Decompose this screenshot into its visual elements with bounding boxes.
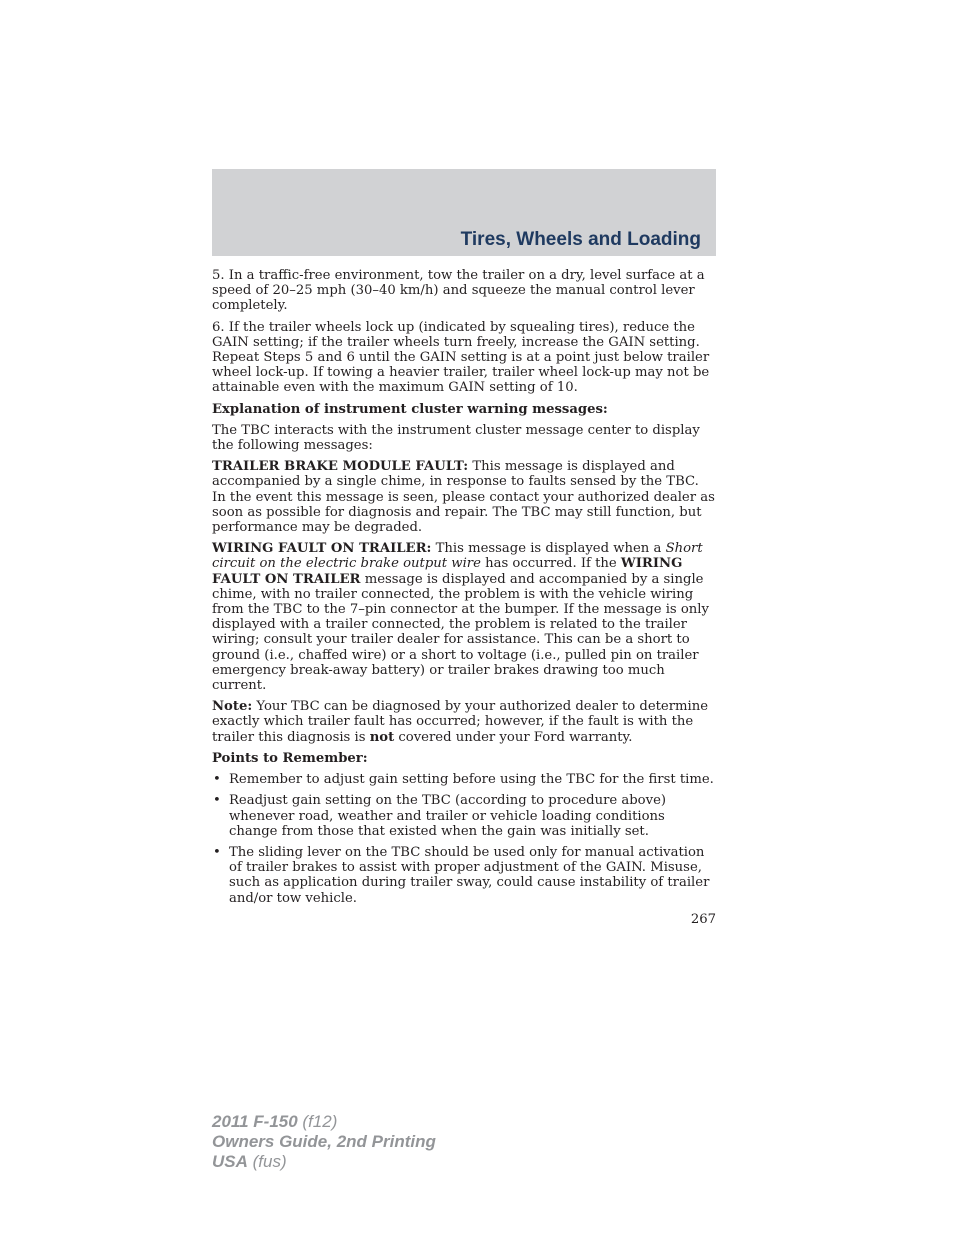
wiring-fault-text-1: This message is displayed when a bbox=[431, 541, 666, 557]
bullet-glyph: • bbox=[213, 772, 221, 788]
step-6-paragraph: 6. If the trailer wheels lock up (indicated by squealing tires), reduce the GAIN setting; if the trailer wheels turn freely, increase the GAIN setting. Repeat Steps 5 and 6 until the GAIN setting is at a point just below trailer wheel lock-up. If towing a heavier trailer, trailer wheel lock-up may not be attainable even with the maximum GAIN setting of 10. bbox=[212, 319, 710, 396]
list-item-text: Readjust gain setting on the TBC (according to procedure above) whenever road, weather and trailer or vehicle loading conditions change from those that existed when the gain was initially set. bbox=[229, 793, 667, 839]
footer-line-3 bbox=[212, 1152, 436, 1172]
wiring-fault-text-2: has occurred. If the bbox=[480, 556, 621, 572]
wiring-fault-text-3: message is displayed and accompanied by a single chime, with no trailer connected, the problem is with the vehicle wiring from the TBC to the 7–pin connector at the bumper. If the message is only displayed with a trailer connected, the problem is related to the trailer wiring; consult your trailer dealer for assistance. This can be a short to ground (i.e., chaffed wire) or a short to voltage (i.e., pulled pin on trailer emergency break-away battery) or trailer brakes drawing too much current. bbox=[212, 571, 709, 694]
module-fault-text: This message is displayed and accompanied by a single chime, in response to faults sensed by the TBC. In the event this message is seen, please contact your authorized dealer as soon as possible for diagnosis and repair. The TBC may still function, but performance may be degraded. bbox=[212, 459, 715, 536]
note-bold: not bbox=[369, 729, 395, 745]
note-text-2: covered under your Ford warranty. bbox=[394, 729, 633, 745]
module-fault-label: TRAILER BRAKE MODULE FAULT: bbox=[212, 459, 469, 475]
list-item bbox=[212, 845, 716, 906]
wiring-fault-label: WIRING FAULT ON TRAILER: bbox=[212, 541, 432, 557]
wiring-fault-label-2: WIRING FAULT ON TRAILER bbox=[212, 556, 683, 587]
footer-model-code: (f12) bbox=[297, 1112, 338, 1131]
explanation-heading: Explanation of instrument cluster warning messages: bbox=[212, 401, 608, 417]
footer-market-code: (fus) bbox=[247, 1152, 287, 1171]
footer bbox=[212, 1112, 436, 1172]
list-item bbox=[212, 772, 716, 787]
footer-market: USA bbox=[212, 1152, 248, 1171]
note-text-1: Your TBC can be diagnosed by your authorized dealer to determine exactly which trailer fault has occurred; however, if the fault is with the trailer this diagnosis is bbox=[212, 699, 709, 745]
bullet-glyph: • bbox=[213, 793, 221, 809]
footer-model: 2011 F-150 bbox=[212, 1112, 298, 1131]
module-fault-paragraph bbox=[212, 459, 716, 535]
note-label: Note: bbox=[212, 699, 253, 715]
page-number: 267 bbox=[690, 911, 716, 927]
list-item bbox=[212, 793, 716, 839]
wiring-fault-italic: Short circuit on the electric brake output wire bbox=[212, 541, 703, 572]
tbc-intro-paragraph: The TBC interacts with the instrument cluster message center to display the following messages: bbox=[212, 422, 700, 454]
footer-line-2: Owners Guide, 2nd Printing bbox=[212, 1132, 436, 1151]
list-item-text: Remember to adjust gain setting before using the TBC for the first time. bbox=[229, 772, 714, 788]
list-item-text: The sliding lever on the TBC should be used only for manual activation of trailer brakes to assist with proper adjustment of the GAIN. Misuse, such as application during trailer sway, could cause instability of trailer and/or tow vehicle. bbox=[229, 844, 710, 906]
section-title: Tires, Wheels and Loading bbox=[460, 229, 701, 250]
page-body bbox=[212, 268, 716, 927]
wiring-fault-paragraph bbox=[212, 541, 716, 693]
step-5-paragraph: 5. In a traffic-free environment, tow the trailer on a dry, level surface at a speed of 20–25 mph (30–40 km/h) and squeeze the manual control lever completely. bbox=[212, 268, 705, 314]
points-heading: Points to Remember: bbox=[212, 750, 368, 766]
section-header-bar bbox=[212, 169, 716, 256]
note-paragraph bbox=[212, 699, 716, 745]
points-list bbox=[212, 772, 716, 906]
bullet-glyph: • bbox=[213, 844, 221, 860]
footer-line-1 bbox=[212, 1112, 436, 1132]
